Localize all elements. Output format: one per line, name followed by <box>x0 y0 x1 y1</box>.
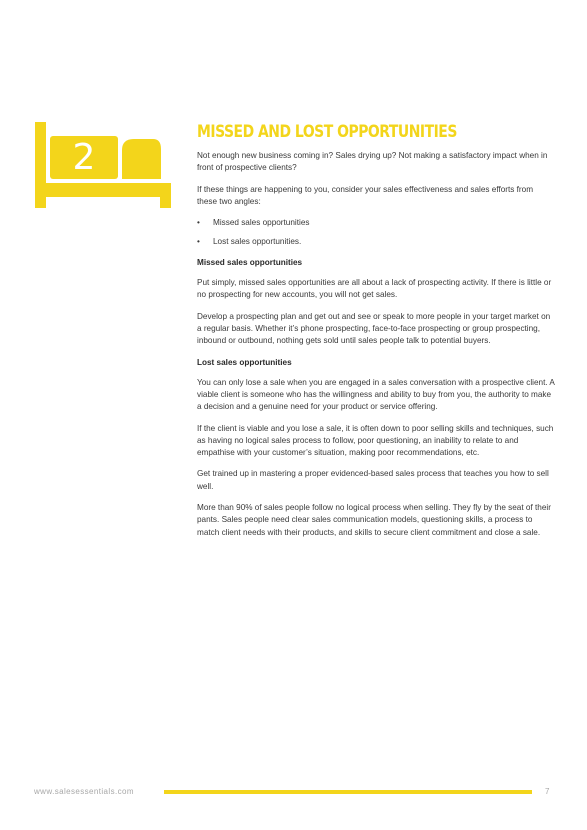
section-heading: Lost sales opportunities <box>197 357 292 367</box>
paragraph: Get trained up in mastering a proper evidenced-based sales process that teaches you how to sell well. <box>197 469 549 491</box>
paragraph: Develop a prospecting plan and get out and see or speak to more people in your target market on a regular basis. Whether it’s phone prospecting, face-to-face prospecting or group prospecting, inbound or outbound, nothing gets sold until sales people talk to potential buyers. <box>197 311 551 346</box>
paragraph: If the client is viable and you lose a sale, it is often down to poor selling skills and techniques, such as having no logical sales process to follow, poor questioning, an inability to relate to and empathise with your customer’s situation, making poor recommendations, etc. <box>197 423 554 458</box>
paragraph: Put simply, missed sales opportunities are all about a lack of prospecting activity. If there is little or no prospecting for new accounts, you will not get sales. <box>197 278 552 300</box>
bullet-marker: • <box>197 237 200 247</box>
page-number: 7 <box>545 787 550 796</box>
footer-divider <box>164 790 532 794</box>
bullet-list <box>197 217 555 248</box>
bed-icon <box>35 122 171 208</box>
bullet-marker: • <box>197 218 200 228</box>
paragraph: More than 90% of sales people follow no logical process when selling. They fly by the seat of their pants. Sales people need clear sales communication models, questioning skills, a process to match client needs with their products, and skills to secure client commitment and close a sale. <box>197 503 551 537</box>
paragraph: You can only lose a sale when you are engaged in a sales conversation with a prospective client. A viable client is someone who has the willingness and ability to buy from you, the authority to make a decision and a genuine need for your product or service offering. <box>197 377 555 412</box>
page-title: MISSED AND LOST OPPORTUNITIES <box>197 122 457 142</box>
main-content <box>197 121 555 548</box>
list-item-text: Lost sales opportunities. <box>213 237 302 247</box>
list-item <box>197 236 555 248</box>
footer-url: www.salesessentials.com <box>34 787 134 796</box>
intro-paragraph: If these things are happening to you, consider your sales effectiveness and sales efforts from these two angles: <box>197 184 534 206</box>
list-item <box>197 217 555 229</box>
section-heading: Missed sales opportunities <box>197 258 303 268</box>
section-number: 2 <box>72 137 96 178</box>
list-item-text: Missed sales opportunities <box>213 218 310 228</box>
intro-paragraph: Not enough new business coming in? Sales drying up? Not making a satisfactory impact when in front of prospective clients? <box>197 151 548 173</box>
